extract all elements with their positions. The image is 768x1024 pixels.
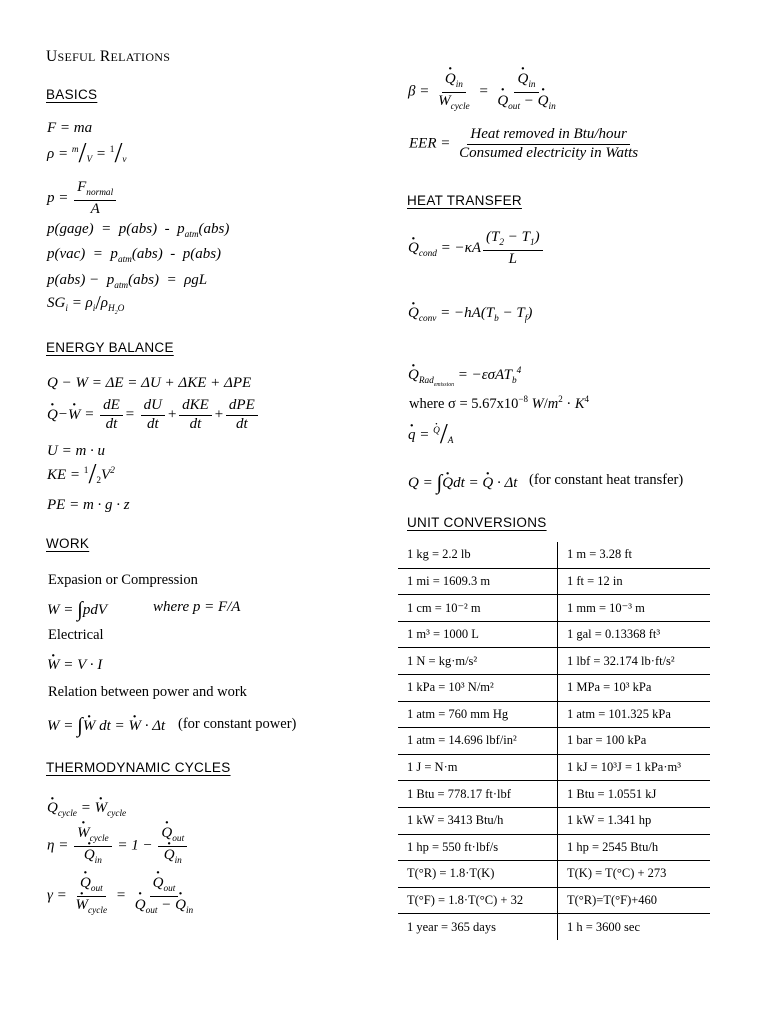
equation-pressure: p = $\frac{F_{normal}}{A}$	[47, 180, 118, 218]
equation-vacuum-pressure: $p(vac) = p_{atm}(abs) - p(abs)$	[47, 246, 222, 265]
table-row	[398, 861, 710, 888]
equation-cop-heat-pump: γ = · $Q_{out}$ · $W_{cycle}$ = · $Q_{out}$ · $Q_{out}$ − · $Q_{in}$	[47, 876, 198, 917]
table-row	[398, 701, 710, 728]
equation-first-law: Q − W = ΔE = ΔU + ΔKE + ΔPE	[47, 375, 252, 391]
equation-potential-energy: PE = m · g · z	[47, 497, 130, 513]
table-row	[398, 542, 710, 568]
conversion-cell: T(K) = T(°C) + 273	[558, 861, 711, 888]
section-heading-heat-transfer: HEAT TRANSFER	[407, 193, 522, 208]
equation-kinetic-energy: KE = $^1/_2V^2$	[47, 459, 115, 490]
conversion-cell: 1 MPa = 10³ kPa	[558, 674, 711, 701]
page-title: USEFUL RELATIONS	[46, 48, 171, 65]
label-electrical: Electrical	[48, 627, 104, 643]
conversion-cell: 1 mm = 10⁻³ m	[558, 595, 711, 622]
conversion-cell: 1 kg = 2.2 lb	[398, 542, 558, 568]
conversion-cell: 1 kW = 3413 Btu/h	[398, 807, 558, 834]
label-constant-power: (for constant power)	[178, 716, 297, 732]
conversion-cell: 1 hp = 2545 Btu/h	[558, 834, 711, 861]
section-heading-work: WORK	[46, 536, 90, 551]
conversion-cell: 1 m = 3.28 ft	[567, 547, 633, 562]
conversion-cell: 1 kJ = 10³J = 1 kPa·m³	[558, 754, 711, 781]
equation-convection: · $Q_{conv} = -hA(T_b - T_f)$	[408, 305, 532, 324]
conversion-cell: 1 ft = 12 in	[558, 568, 711, 595]
unit-conversion-table	[398, 542, 710, 940]
equation-conduction: · $Q_{cond} = -\kappa A$ $\frac{(T_2 - T_1)}{L}$	[408, 230, 545, 268]
conversion-cell: 1 kW = 1.341 hp	[558, 807, 711, 834]
conversion-cell: T(°F) = 1.8·T(°C) + 32	[398, 887, 558, 914]
equation-internal-energy: U = m · u	[47, 443, 106, 459]
equation-power-work: W = ∫· W dt = · W · Δt	[47, 713, 165, 738]
table-row	[398, 674, 710, 701]
conversion-cell: 1 Btu = 1.0551 kJ	[558, 781, 711, 808]
label-stefan-boltzmann: where $\sigma = 5.67x10^{-8}$ $W/m^2 \cdot K^4$	[409, 394, 589, 412]
equation-where-p: where p = F/A	[153, 599, 241, 615]
equation-heat-integral: Q = ∫· Qdt = · Q · Δt	[408, 470, 517, 495]
equation-hydrostatic: $p(abs) - p_{atm}(abs) = \rho gL$	[47, 272, 208, 291]
section-heading-basics: BASICS	[46, 87, 98, 102]
conversion-cell: 1 year = 365 days	[398, 914, 558, 941]
label-constant-heat: (for constant heat transfer)	[529, 472, 684, 488]
table-row	[398, 807, 710, 834]
table-row	[398, 728, 710, 755]
table-row	[398, 887, 710, 914]
equation-gage-pressure: p(gage) = $p(abs) - p_{atm}(abs)$	[47, 221, 230, 240]
conversion-cell: 1 m³ = 1000 L	[398, 621, 558, 648]
equation-specific-gravity: $SG_i = \rho_i/\rho_{H_2O}$	[47, 292, 125, 316]
equation-radiation: · $Q_{Rad_{emission}} = -\varepsilon\sigma AT_b^4$	[408, 366, 521, 388]
label-expansion: Expasion or Compression	[48, 572, 198, 588]
equation-cycle-balance: · $Q_{cycle}$ = · $W_{cycle}$	[47, 800, 126, 819]
conversion-cell: T(°R)=T(°F)+460	[558, 887, 711, 914]
conversion-cell: 1 cm = 10⁻² m	[398, 595, 558, 622]
equation-eer: EER = $\frac{\text{Heat removed in Btu/hour}}{\text{Consumed electricity in Watts}}$	[409, 127, 643, 162]
equation-efficiency: η = · $W_{cycle}$ · $Q_{in}$ = 1 − · $Q_{out}$ · $Q_{in}$	[47, 826, 189, 867]
conversion-cell: 1 Btu = 778.17 ft·lbf	[398, 781, 558, 808]
conversion-cell: 1 gal = 0.13368 ft³	[558, 621, 711, 648]
conversion-cell: 1 mi = 1609.3 m	[398, 568, 558, 595]
conversion-cell: 1 hp = 550 ft·lbf/s	[398, 834, 558, 861]
equation-heat-flux: · q = · $^Q/_A$	[408, 424, 453, 447]
conversion-cell: 1 atm = 760 mm Hg	[398, 701, 558, 728]
equation-density: $\rho = ^m/_V = ^1/_v$	[47, 138, 127, 169]
table-row	[398, 568, 710, 595]
table-row	[398, 914, 710, 941]
table-row	[398, 595, 710, 622]
table-row	[398, 781, 710, 808]
table-row	[398, 648, 710, 675]
table-row	[398, 754, 710, 781]
conversion-cell: 1 atm = 14.696 lbf/in²	[398, 728, 558, 755]
conversion-cell: 1 N = kg·m/s²	[398, 648, 558, 675]
eer-numerator: Heat removed in Btu/hour	[467, 127, 630, 145]
section-heading-thermodynamic-cycles: THERMODYNAMIC CYCLES	[46, 760, 231, 775]
equation-newton: F = ma	[47, 120, 93, 136]
conversion-cell: 1 atm = 101.325 kPa	[558, 701, 711, 728]
label-power-work-relation: Relation between power and work	[48, 684, 247, 700]
table-row	[398, 834, 710, 861]
equation-cop-refrigerator: β = · $\frac{Q_{in}}{W_{cycle}}$ = · $Q_{in}$ · $Q_{out}$ − · $Q_{in}$	[408, 72, 561, 113]
eer-denominator: Consumed electricity in Watts	[459, 144, 639, 161]
equation-first-law-rate: · Q−· W = $\frac{dE}{dt}$ = $\frac{dU}{dt}$ + $\frac{\text{dKE}}{dt}$ + $\frac{\text{dPE}}{dt}$	[47, 398, 260, 433]
section-heading-energy-balance: ENERGY BALANCE	[46, 340, 174, 355]
equation-electrical-power: · W = V · I	[47, 657, 102, 674]
conversion-cell: 1 kPa = 10³ N/m²	[398, 674, 558, 701]
conversion-cell: 1 bar = 100 kPa	[558, 728, 711, 755]
conversion-cell: T(°R) = 1.8·T(K)	[398, 861, 558, 888]
conversion-cell: 1 lbf = 32.174 lb·ft/s²	[558, 648, 711, 675]
conversion-cell: 1 J = N·m	[398, 754, 558, 781]
conversion-cell: 1 h = 3600 sec	[558, 914, 711, 941]
equation-boundary-work: W = ∫pdV	[47, 597, 108, 621]
section-heading-unit-conversions: UNIT CONVERSIONS	[407, 515, 547, 530]
table-row	[398, 621, 710, 648]
